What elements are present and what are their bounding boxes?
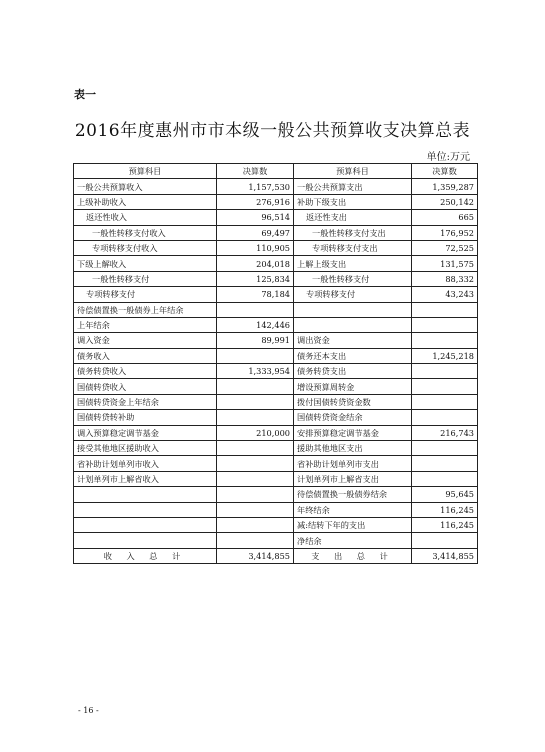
expense-item-cell: 一般性转移支付 bbox=[294, 271, 412, 286]
table-row bbox=[74, 425, 478, 440]
expense-item-cell bbox=[294, 317, 412, 332]
income-amount-cell bbox=[217, 533, 294, 548]
expense-amount-cell: 116,245 bbox=[412, 517, 478, 532]
expense-item-cell: 一般公共预算支出 bbox=[294, 179, 412, 194]
expense-item-cell: 国债转贷资金结余 bbox=[294, 410, 412, 425]
expense-amount-cell bbox=[412, 471, 478, 486]
expense-amount-cell: 43,243 bbox=[412, 287, 478, 302]
table-row bbox=[74, 240, 478, 255]
income-amount-cell: 276,916 bbox=[217, 194, 294, 209]
expense-amount-cell: 250,142 bbox=[412, 194, 478, 209]
income-amount-cell bbox=[217, 302, 294, 317]
table-row bbox=[74, 410, 478, 425]
expense-amount-cell: 95,645 bbox=[412, 487, 478, 502]
income-item-cell: 债务转贷收入 bbox=[74, 364, 217, 379]
table-row bbox=[74, 194, 478, 209]
expense-item-cell: 净结余 bbox=[294, 533, 412, 548]
expense-item-cell: 债务还本支出 bbox=[294, 348, 412, 363]
table-row bbox=[74, 471, 478, 486]
income-item-cell: 一般性转移支付 bbox=[74, 271, 217, 286]
table-row bbox=[74, 271, 478, 286]
income-item-cell bbox=[74, 502, 217, 517]
income-amount-cell: 125,834 bbox=[217, 271, 294, 286]
income-item-cell bbox=[74, 487, 217, 502]
expense-amount-cell: 1,359,287 bbox=[412, 179, 478, 194]
income-item-cell: 省补助计划单列市收入 bbox=[74, 456, 217, 471]
expense-amount-cell bbox=[412, 333, 478, 348]
expense-item-cell: 年终结余 bbox=[294, 502, 412, 517]
income-amount-cell: 78,184 bbox=[217, 287, 294, 302]
expense-amount-cell: 72,525 bbox=[412, 240, 478, 255]
expense-amount-cell bbox=[412, 441, 478, 456]
income-amount-cell: 1,157,530 bbox=[217, 179, 294, 194]
income-amount-cell: 96,514 bbox=[217, 210, 294, 225]
income-amount-cell bbox=[217, 487, 294, 502]
expense-item-cell: 援助其他地区支出 bbox=[294, 441, 412, 456]
expense-amount-cell bbox=[412, 302, 478, 317]
page-title: 2016年度惠州市市本级一般公共预算收支决算总表 bbox=[74, 121, 471, 141]
expense-amount-cell: 131,575 bbox=[412, 256, 478, 271]
table-row bbox=[74, 302, 478, 317]
income-amount-cell bbox=[217, 394, 294, 409]
expense-item-cell: 待偿债置换一般债券结余 bbox=[294, 487, 412, 502]
income-item-cell bbox=[74, 533, 217, 548]
income-item-cell: 国债转贷收入 bbox=[74, 379, 217, 394]
expense-amount-cell: 1,245,218 bbox=[412, 348, 478, 363]
table-row bbox=[74, 179, 478, 194]
expense-item-cell: 安排预算稳定调节基金 bbox=[294, 425, 412, 440]
expense-amount-cell bbox=[412, 456, 478, 471]
income-amount-cell: 210,000 bbox=[217, 425, 294, 440]
expense-amount-cell bbox=[412, 364, 478, 379]
income-total-label: 收 入 总 计 bbox=[74, 548, 217, 563]
expense-item-cell bbox=[294, 302, 412, 317]
header-income-item: 预算科目 bbox=[74, 164, 217, 179]
header-expense-item: 预算科目 bbox=[294, 164, 412, 179]
expense-item-cell: 专项转移支付 bbox=[294, 287, 412, 302]
expense-amount-cell bbox=[412, 317, 478, 332]
income-amount-cell bbox=[217, 456, 294, 471]
table-row bbox=[74, 487, 478, 502]
unit-label: 单位:万元 bbox=[426, 152, 470, 163]
income-item-cell: 返还性收入 bbox=[74, 210, 217, 225]
expense-amount-cell bbox=[412, 379, 478, 394]
table-row bbox=[74, 364, 478, 379]
income-item-cell: 一般性转移支付收入 bbox=[74, 225, 217, 240]
table-row bbox=[74, 317, 478, 332]
income-item-cell: 专项转移支付收入 bbox=[74, 240, 217, 255]
expense-amount-cell: 88,332 bbox=[412, 271, 478, 286]
table-row bbox=[74, 456, 478, 471]
expense-total-label: 支 出 总 计 bbox=[294, 548, 412, 563]
table-row bbox=[74, 225, 478, 240]
table-row bbox=[74, 441, 478, 456]
table-header-row bbox=[74, 164, 478, 179]
table-row bbox=[74, 287, 478, 302]
income-amount-cell: 69,497 bbox=[217, 225, 294, 240]
expense-amount-cell: 176,952 bbox=[412, 225, 478, 240]
expense-amount-cell bbox=[412, 410, 478, 425]
income-item-cell: 调入预算稳定调节基金 bbox=[74, 425, 217, 440]
expense-item-cell: 一般性转移支付支出 bbox=[294, 225, 412, 240]
table-row bbox=[74, 533, 478, 548]
income-item-cell: 接受其他地区援助收入 bbox=[74, 441, 217, 456]
expense-amount-cell bbox=[412, 394, 478, 409]
income-item-cell: 上年结余 bbox=[74, 317, 217, 332]
budget-table bbox=[73, 163, 478, 564]
header-income-amount: 决算数 bbox=[217, 164, 294, 179]
expense-item-cell: 增设预算周转金 bbox=[294, 379, 412, 394]
page-number: - 16 - bbox=[78, 706, 99, 715]
income-item-cell: 国债转贷转补助 bbox=[74, 410, 217, 425]
income-item-cell: 待偿债置换一般债券上年结余 bbox=[74, 302, 217, 317]
expense-item-cell: 拨付国债转贷资金数 bbox=[294, 394, 412, 409]
table-label: 表一 bbox=[74, 88, 96, 101]
expense-item-cell: 返还性支出 bbox=[294, 210, 412, 225]
income-amount-cell bbox=[217, 348, 294, 363]
income-amount-cell: 89,991 bbox=[217, 333, 294, 348]
expense-item-cell: 上解上级支出 bbox=[294, 256, 412, 271]
income-amount-cell bbox=[217, 441, 294, 456]
expense-item-cell: 减:结转下年的支出 bbox=[294, 517, 412, 532]
income-amount-cell: 110,905 bbox=[217, 240, 294, 255]
income-item-cell: 下级上解收入 bbox=[74, 256, 217, 271]
income-total: 3,414,855 bbox=[217, 548, 294, 563]
income-item-cell: 专项转移支付 bbox=[74, 287, 217, 302]
table-row bbox=[74, 256, 478, 271]
income-item-cell bbox=[74, 517, 217, 532]
totals-row bbox=[74, 548, 478, 563]
expense-item-cell: 计划单列市上解省支出 bbox=[294, 471, 412, 486]
income-item-cell: 一般公共预算收入 bbox=[74, 179, 217, 194]
expense-item-cell: 省补助计划单列市支出 bbox=[294, 456, 412, 471]
income-amount-cell bbox=[217, 502, 294, 517]
table-row bbox=[74, 379, 478, 394]
expense-item-cell: 补助下级支出 bbox=[294, 194, 412, 209]
expense-amount-cell bbox=[412, 533, 478, 548]
income-item-cell: 上级补助收入 bbox=[74, 194, 217, 209]
expense-amount-cell: 216,743 bbox=[412, 425, 478, 440]
expense-total: 3,414,855 bbox=[412, 548, 478, 563]
income-item-cell: 计划单列市上解省收入 bbox=[74, 471, 217, 486]
table-row bbox=[74, 333, 478, 348]
table-row bbox=[74, 348, 478, 363]
table-row bbox=[74, 394, 478, 409]
income-item-cell: 债务收入 bbox=[74, 348, 217, 363]
expense-item-cell: 调出资金 bbox=[294, 333, 412, 348]
table-row bbox=[74, 502, 478, 517]
table-row bbox=[74, 517, 478, 532]
income-amount-cell: 142,446 bbox=[217, 317, 294, 332]
table-row bbox=[74, 210, 478, 225]
expense-amount-cell: 116,245 bbox=[412, 502, 478, 517]
income-amount-cell bbox=[217, 517, 294, 532]
income-item-cell: 国债转贷资金上年结余 bbox=[74, 394, 217, 409]
expense-item-cell: 专项转移支付支出 bbox=[294, 240, 412, 255]
expense-item-cell: 债务转贷支出 bbox=[294, 364, 412, 379]
income-amount-cell: 1,333,954 bbox=[217, 364, 294, 379]
income-amount-cell: 204,018 bbox=[217, 256, 294, 271]
header-expense-amount: 决算数 bbox=[412, 164, 478, 179]
income-item-cell: 调入资金 bbox=[74, 333, 217, 348]
income-amount-cell bbox=[217, 471, 294, 486]
income-amount-cell bbox=[217, 379, 294, 394]
expense-amount-cell: 665 bbox=[412, 210, 478, 225]
income-amount-cell bbox=[217, 410, 294, 425]
